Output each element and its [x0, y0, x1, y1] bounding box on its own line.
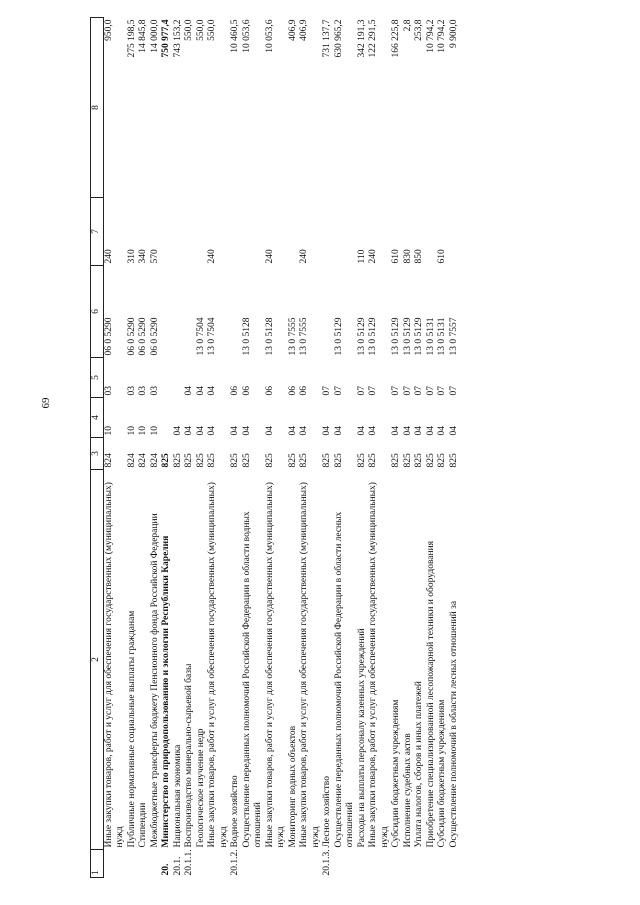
cell-section: 04: [195, 426, 206, 436]
table-row: [334, 18, 357, 878]
cell-amount: 731 137,7: [322, 19, 332, 58]
cell-admin-code: 825: [195, 453, 206, 468]
cell-code: [127, 850, 139, 878]
cell-expense-type: 340: [138, 249, 148, 264]
cell-target-article: 13 0 5128: [241, 317, 252, 356]
cell-amount: 406,9: [299, 19, 309, 41]
table-row: [414, 18, 426, 878]
cell-name: Исполнение судебных актов: [402, 733, 413, 848]
cell-target-article: 06 0 5290: [138, 317, 148, 356]
cell-subsection: 07: [368, 386, 378, 396]
cell-amount: 750 977,4: [161, 19, 171, 58]
cell-code: 20.1.1.: [184, 849, 194, 876]
cell-amount: 10 794,2: [437, 19, 447, 53]
cell-amount: 406,9: [287, 19, 298, 41]
cell-amount: 10 794,2: [425, 19, 436, 53]
cell-expense-type: [161, 198, 173, 266]
cell-admin-code: 824: [126, 453, 137, 468]
cell-amount: 2,8: [402, 19, 413, 32]
cell-code: [207, 850, 230, 878]
cell-target-article: 13 0 5129: [368, 317, 378, 356]
cell-target-article: 06 0 5290: [103, 317, 114, 356]
cell-admin-code: 824: [103, 453, 114, 468]
cell-subsection: 07: [402, 386, 413, 396]
table-row: [449, 18, 461, 878]
cell-section: [161, 398, 173, 438]
cell-section: 04: [356, 426, 367, 436]
cell-subsection: [173, 358, 185, 398]
cell-section: 04: [414, 426, 424, 436]
cell-name: Стипендии: [138, 802, 148, 848]
cell-admin-code: 825: [322, 453, 332, 468]
cell-section: 04: [322, 426, 332, 436]
cell-code: [299, 850, 322, 878]
cell-code: [334, 850, 357, 878]
cell-target-article: 13 0 7557: [448, 317, 459, 356]
cell-expense-type: [242, 198, 265, 266]
cell-admin-code: 825: [437, 453, 447, 468]
cell-admin-code: 825: [448, 453, 459, 468]
cell-amount: 550,0: [195, 19, 206, 41]
cell-target-article: 13 0 5128: [264, 317, 275, 356]
cell-code: [414, 850, 426, 878]
cell-admin-code: 825: [241, 453, 252, 468]
cell-section: 04: [287, 426, 298, 436]
cell-section: 10: [149, 426, 160, 436]
cell-admin-code: 825: [184, 453, 194, 468]
table-body: [103, 18, 460, 878]
cell-name: Осуществление полномочий в области лесных отношений за: [448, 600, 459, 848]
table-row: [391, 18, 403, 878]
header-row: [91, 18, 104, 878]
cell-admin-code: 825: [264, 453, 275, 468]
cell-admin-code: 825: [402, 453, 413, 468]
cell-section: 04: [437, 426, 447, 436]
cell-name: Лесное хозяйство: [322, 776, 332, 848]
cell-target-article: 13 0 5129: [333, 317, 344, 356]
cell-name: Публичные нормативные социальные выплаты гражданам: [126, 610, 137, 848]
cell-target-article: [184, 266, 196, 358]
cell-expense-type: 610: [437, 249, 447, 264]
cell-code: [242, 850, 265, 878]
table-row: [138, 18, 150, 878]
cell-expense-type: 850: [414, 249, 424, 264]
cell-expense-type: [184, 198, 196, 266]
cell-code: [426, 850, 438, 878]
cell-section: 04: [448, 426, 459, 436]
table-row: [230, 18, 242, 878]
cell-code: [449, 850, 461, 878]
cell-subsection: 04: [184, 386, 194, 396]
cell-code: [437, 850, 449, 878]
cell-expense-type: [322, 198, 334, 266]
cell-section: 10: [103, 426, 114, 436]
cell-code: 20.1.: [172, 856, 183, 876]
header-cell: 6: [91, 266, 104, 358]
cell-admin-code: 825: [287, 453, 298, 468]
cell-target-article: [230, 266, 242, 358]
cell-code: [196, 850, 208, 878]
table-row: [299, 18, 322, 878]
cell-admin-code: 825: [207, 453, 217, 468]
cell-name: Расходы на выплаты персоналу казенных учреждений: [356, 628, 367, 848]
header-cell: 4: [91, 398, 104, 438]
table-row: [103, 18, 127, 878]
cell-expense-type: 240: [299, 249, 309, 264]
cell-name: Мониторинг водных объектов: [287, 725, 298, 848]
cell-subsection: 03: [149, 386, 160, 396]
cell-subsection: 07: [448, 386, 459, 396]
cell-amount: 630 965,2: [333, 19, 344, 58]
cell-admin-code: 824: [138, 453, 148, 468]
header-cell: 7: [91, 198, 104, 266]
cell-code: [357, 850, 369, 878]
cell-subsection: 07: [437, 386, 447, 396]
cell-admin-code: 825: [391, 453, 401, 468]
cell-section: 04: [391, 426, 401, 436]
cell-expense-type: 110: [356, 249, 367, 264]
cell-amount: 550,0: [184, 19, 194, 41]
cell-expense-type: [449, 198, 461, 266]
cell-target-article: [161, 266, 173, 358]
cell-target-article: 13 0 7504: [195, 317, 206, 356]
cell-name: Субсидии бюджетным учреждениям: [391, 699, 401, 848]
cell-code: 20.1.3.: [322, 849, 332, 876]
cell-target-article: 13 0 5129: [391, 317, 401, 356]
cell-subsection: 07: [414, 386, 424, 396]
cell-name: Иные закупки товаров, работ и услуг для обеспечения государственных (муниципальных) нужд: [264, 482, 286, 848]
cell-amount: 550,0: [207, 19, 217, 41]
cell-target-article: 13 0 5129: [356, 317, 367, 356]
cell-subsection: 06: [299, 386, 309, 396]
cell-admin-code: 825: [414, 453, 424, 468]
page-number: 69: [40, 397, 52, 409]
cell-admin-code: 825: [172, 453, 183, 468]
cell-subsection: 06: [230, 386, 240, 396]
header-cell: 3: [91, 438, 104, 470]
cell-name: Иные закупки товаров, работ и услуг для обеспечения государственных (муниципальных) нужд: [103, 482, 125, 848]
cell-code: [138, 850, 150, 878]
cell-section: 04: [402, 426, 413, 436]
cell-subsection: 07: [391, 386, 401, 396]
cell-amount: 14 000,0: [149, 19, 160, 53]
cell-name: Иные закупки товаров, работ и услуг для обеспечения государственных (муниципальных) нужд: [299, 482, 321, 848]
cell-name: Геологическое изучение недр: [195, 728, 206, 848]
cell-amount: 743 153,2: [172, 19, 183, 58]
cell-code: [391, 850, 403, 878]
cell-name: Осуществление переданных полномочий Российской Федерации в области водных отношений: [241, 511, 263, 848]
cell-name: Национальная экономика: [172, 744, 183, 848]
cell-code: [403, 850, 415, 878]
table-row: [288, 18, 300, 878]
cell-amount: 950,0: [103, 19, 114, 41]
cell-subsection: 06: [264, 386, 275, 396]
cell-name: Межбюджетные трансферты бюджету Пенсионного фонда Российской Федерации: [149, 513, 160, 848]
table-row: [265, 18, 288, 878]
table-row: [127, 18, 139, 878]
cell-amount: 342 191,3: [356, 19, 367, 58]
header-cell: 2: [91, 470, 104, 850]
cell-section: 04: [207, 426, 217, 436]
cell-amount: 10 053,6: [264, 19, 275, 53]
cell-admin-code: 825: [161, 453, 171, 468]
cell-target-article: 13 0 7555: [287, 317, 298, 356]
cell-subsection: 07: [333, 386, 344, 396]
table-row: [437, 18, 449, 878]
cell-subsection: [161, 358, 173, 398]
cell-expense-type: 240: [207, 249, 217, 264]
cell-expense-type: 310: [126, 249, 137, 264]
cell-admin-code: 824: [149, 453, 160, 468]
cell-code: 20.: [161, 863, 171, 876]
table-row: [242, 18, 265, 878]
header-cell: 8: [91, 18, 104, 198]
cell-code: [368, 850, 391, 878]
cell-expense-type: [173, 198, 185, 266]
cell-name: Министерство по природопользованию и экологии Республики Карелия: [161, 535, 171, 848]
cell-subsection: 07: [425, 386, 436, 396]
header-cell: 5: [91, 358, 104, 398]
table-row: [173, 18, 185, 878]
cell-expense-type: 240: [264, 249, 275, 264]
cell-section: 04: [368, 426, 378, 436]
cell-section: 04: [299, 426, 309, 436]
cell-expense-type: 240: [368, 249, 378, 264]
table-row: [161, 18, 173, 878]
cell-amount: 10 053,6: [241, 19, 252, 53]
cell-subsection: 04: [195, 386, 206, 396]
cell-section: 10: [126, 426, 137, 436]
cell-subsection: 03: [138, 386, 148, 396]
cell-subsection: 06: [287, 386, 298, 396]
cell-target-article: 13 0 5129: [402, 317, 413, 356]
cell-subsection: 06: [241, 386, 252, 396]
cell-section: 04: [172, 426, 183, 436]
table-row: [207, 18, 230, 878]
cell-section: 04: [230, 426, 240, 436]
table-row: [150, 18, 162, 878]
cell-admin-code: 825: [356, 453, 367, 468]
cell-amount: 166 225,8: [391, 19, 401, 58]
cell-target-article: 06 0 5290: [149, 317, 160, 356]
cell-subsection: 03: [103, 386, 114, 396]
cell-code: [150, 850, 162, 878]
table-row: [426, 18, 438, 878]
table-row: [184, 18, 196, 878]
cell-expense-type: [288, 198, 300, 266]
cell-expense-type: [334, 198, 357, 266]
cell-target-article: 13 0 7504: [207, 317, 217, 356]
cell-name: Уплата налогов, сборов и иных платежей: [414, 681, 424, 848]
cell-amount: 253,8: [414, 19, 424, 41]
cell-name: Воспроизводство минерально-сырьевой базы: [184, 663, 194, 848]
cell-admin-code: 825: [333, 453, 344, 468]
cell-section: 10: [138, 426, 148, 436]
cell-section: 04: [425, 426, 436, 436]
cell-admin-code: 825: [368, 453, 378, 468]
cell-section: 04: [241, 426, 252, 436]
cell-subsection: 03: [126, 386, 137, 396]
cell-admin-code: 825: [230, 453, 240, 468]
cell-expense-type: [230, 198, 242, 266]
cell-name: Осуществление переданных полномочий Российской Федерации в области лесных отношений: [333, 511, 355, 848]
cell-subsection: 07: [322, 386, 332, 396]
table-row: [357, 18, 369, 878]
cell-subsection: 07: [356, 386, 367, 396]
cell-amount: 9 900,0: [448, 19, 459, 48]
cell-target-article: [322, 266, 334, 358]
cell-target-article: 13 0 5129: [414, 317, 424, 356]
budget-table-container: [90, 18, 590, 878]
cell-code: 20.1.2.: [230, 849, 240, 876]
budget-table: [90, 17, 460, 878]
cell-name: Иные закупки товаров, работ и услуг для обеспечения государственных (муниципальных) нужд: [207, 482, 229, 848]
cell-target-article: 13 0 5131: [425, 317, 436, 356]
cell-target-article: 06 0 5290: [126, 317, 137, 356]
cell-code: [103, 850, 127, 878]
cell-code: [265, 850, 288, 878]
cell-expense-type: 830: [402, 249, 413, 264]
cell-admin-code: 825: [425, 453, 436, 468]
cell-name: Иные закупки товаров, работ и услуг для обеспечения государственных (муниципальных) нужд: [368, 482, 390, 848]
cell-admin-code: 825: [299, 453, 309, 468]
cell-subsection: 04: [207, 386, 217, 396]
cell-amount: 14 845,8: [138, 19, 148, 53]
cell-expense-type: 610: [391, 249, 401, 264]
cell-name: Субсидии бюджетным учреждениям: [437, 699, 447, 848]
cell-section: 04: [333, 426, 344, 436]
table-row: [196, 18, 208, 878]
cell-target-article: 13 0 5131: [437, 317, 447, 356]
cell-name: Водное хозяйство: [230, 775, 240, 848]
cell-target-article: 13 0 7555: [299, 317, 309, 356]
table-row: [368, 18, 391, 878]
cell-expense-type: [426, 198, 438, 266]
cell-amount: 10 460,5: [230, 19, 240, 53]
cell-amount: 275 198,5: [126, 19, 137, 58]
cell-code: [288, 850, 300, 878]
table-row: [403, 18, 415, 878]
cell-amount: 122 291,5: [368, 19, 378, 58]
cell-expense-type: 240: [103, 249, 114, 264]
cell-expense-type: [196, 198, 208, 266]
cell-expense-type: 570: [149, 249, 160, 264]
table-row: [322, 18, 334, 878]
cell-section: 04: [264, 426, 275, 436]
cell-section: 04: [184, 426, 194, 436]
header-cell: 1: [91, 850, 104, 878]
cell-name: Приобретение специализированной лесопожарной техники и оборудования: [425, 540, 436, 848]
cell-target-article: [173, 266, 185, 358]
